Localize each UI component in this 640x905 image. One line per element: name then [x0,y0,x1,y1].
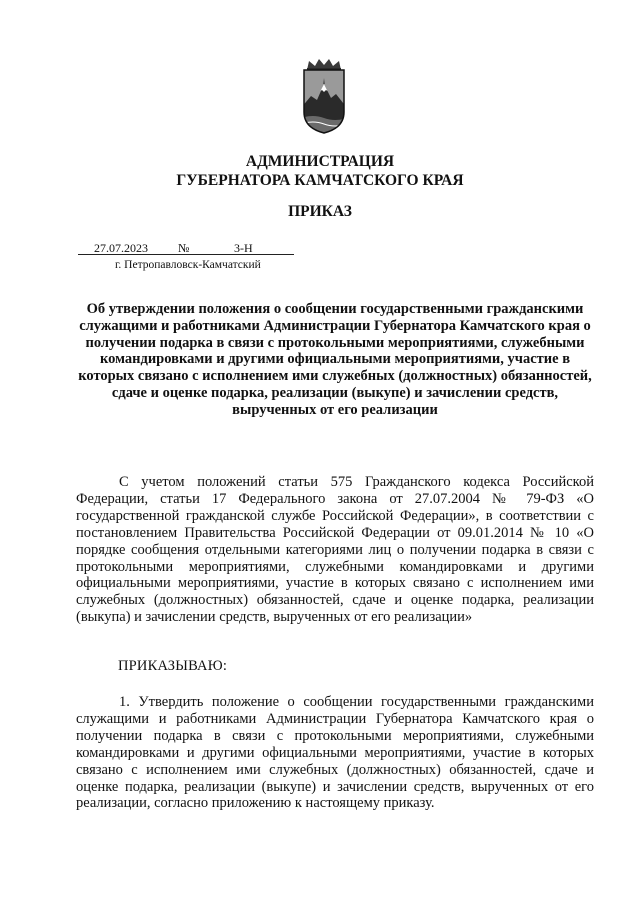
kamchatka-coat-of-arms-icon [301,58,347,134]
document-number: 3-Н [234,241,253,255]
organization-name-line1: АДМИНИСТРАЦИЯ [245,153,395,170]
order-item-1: 1. Утвердить положение о сообщении государственными гражданскими служащими и работниками Администрации Губернатора Камчатского края о получении подарка в связи с протокольными мероприятиями, служебными командировками и другими официальными мероприятиями, участие в которых связано с исполнением ими служебных (должностных) обязанностей, сдаче и оценке подарка, реализации (выкупе) и зачислении средств, вырученных от его реализации, согласно приложению к настоящему приказу. [76,694,594,812]
meta-underline [78,254,294,255]
organization-name-line2: ГУБЕРНАТОРА КАМЧАТСКОГО КРАЯ [176,172,464,189]
document-type: ПРИКАЗ [288,203,352,220]
number-sign: № [178,241,190,255]
document-city: г. Петропавловск-Камчатский [115,259,261,271]
order-word: ПРИКАЗЫВАЮ: [118,658,228,674]
document-date: 27.07.2023 [94,241,148,255]
document-title: Об утверждении положения о сообщении государственными гражданскими служащими и работниками Администрации Губернатора Камчатского края о получении подарка в связи с протокольными мероприятиями, служебными командировками и другими официальными мероприятиями, участие в которых связано с исполнением ими служебных (должностных) обязанностей, сдаче и оценке подарка, реализации (выкупе) и зачислении средств, вырученных от его реализации [78,301,592,418]
document-meta-row [78,242,294,256]
preamble-paragraph: С учетом положений статьи 575 Гражданского кодекса Российской Федерации, статьи 17 Федерального закона от 27.07.2004 № 79-ФЗ «О государственной гражданской службе Российской Федерации», в соответствии с постановлением Правительства Российской Федерации от 09.01.2014 № 10 «О порядке сообщения отдельными категориями лиц о получении подарка в связи с протокольными мероприятиями, служебными командировками и другими официальными мероприятиями, участие в которых связано с исполнением ими служебных (должностных) обязанностей, сдаче и оценке подарка, реализации (выкупа) и зачислении средств, вырученных от его реализации» [76,474,594,626]
